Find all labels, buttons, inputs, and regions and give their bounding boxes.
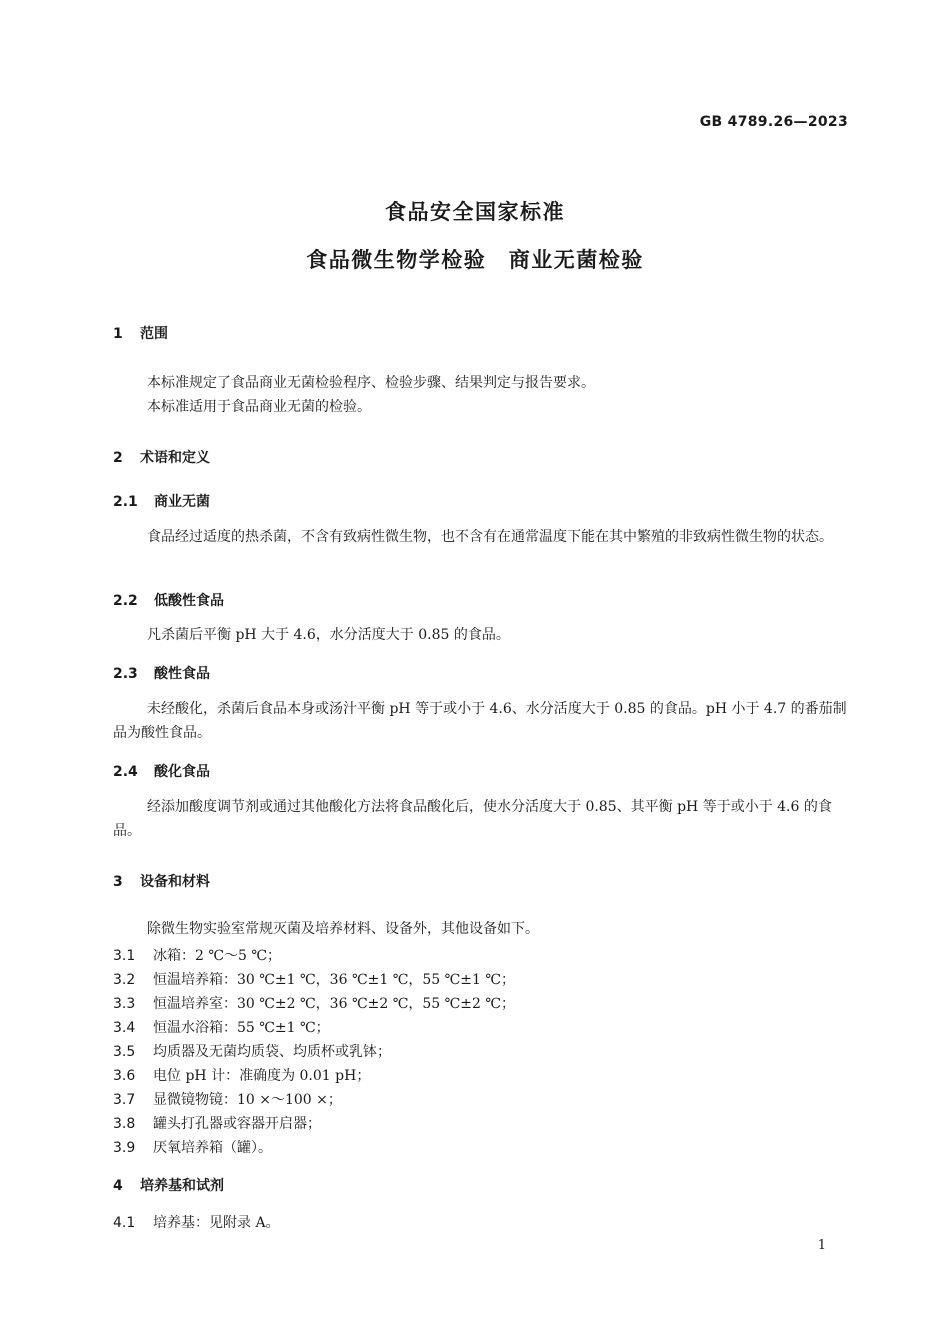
section-number: 3 [113, 874, 123, 890]
list-item: 3.9 厌氧培养箱（罐）。 [113, 1140, 272, 1156]
section-number: 2.2 [113, 593, 138, 609]
section-number: 4 [113, 1178, 123, 1194]
list-item: 3.1 冰箱：2 ℃～5 ℃； [113, 948, 282, 964]
section-heading-2 [113, 447, 210, 467]
section-title: 酸化食品 [154, 764, 210, 780]
subsection-heading-2-1 [113, 491, 210, 511]
list-item: 3.7 显微镜物镜：10 ×～100 ×； [113, 1092, 342, 1108]
section-number: 2.1 [113, 494, 138, 510]
section-number: 1 [113, 326, 123, 342]
section-number: 2.4 [113, 764, 138, 780]
subsection-heading-2-2 [113, 590, 224, 610]
list-item: 4.1 培养基：见附录 A。 [113, 1215, 280, 1231]
standard-number: GB 4789.26—2023 [699, 114, 848, 130]
section-heading-3 [113, 871, 210, 891]
paragraph: 本标准规定了食品商业无菌检验程序、检验步骤、结果判定与报告要求。 [147, 375, 595, 391]
paragraph: 除微生物实验室常规灭菌及培养材料、设备外，其他设备如下。 [147, 921, 539, 937]
document-title: 食品安全国家标准 [385, 200, 565, 224]
list-item: 3.3 恒温培养室：30 ℃±2 ℃，36 ℃±2 ℃，55 ℃±2 ℃； [113, 996, 516, 1012]
section-title: 培养基和试剂 [140, 1178, 224, 1194]
section-title: 商业无菌 [154, 494, 210, 510]
page-number: 1 [817, 1238, 826, 1253]
section-title: 术语和定义 [140, 450, 210, 466]
paragraph: 未经酸化，杀菌后食品本身或汤汁平衡 pH 等于或小于 4.6、水分活度大于 0.85 的食品。pH 小于 4.7 的番茄制品为酸性食品。 [113, 701, 847, 741]
list-item: 3.2 恒温培养箱：30 ℃±1 ℃，36 ℃±1 ℃，55 ℃±1 ℃； [113, 972, 516, 988]
section-title: 低酸性食品 [154, 593, 224, 609]
paragraph: 经添加酸度调节剂或通过其他酸化方法将食品酸化后，使水分活度大于 0.85、其平衡 pH 等于或小于 4.6 的食品。 [113, 799, 832, 839]
section-heading-1 [113, 323, 168, 343]
list-item: 3.4 恒温水浴箱：55 ℃±1 ℃； [113, 1020, 330, 1036]
list-item: 3.5 均质器及无菌均质袋、均质杯或乳钵； [113, 1044, 391, 1060]
list-item: 3.6 电位 pH 计：准确度为 0.01 pH； [113, 1068, 371, 1084]
section-number: 2 [113, 450, 123, 466]
paragraph: 凡杀菌后平衡 pH 大于 4.6，水分活度大于 0.85 的食品。 [147, 627, 510, 643]
section-heading-4 [113, 1175, 224, 1195]
section-title: 酸性食品 [154, 666, 210, 682]
paragraph: 食品经过适度的热杀菌，不含有致病性微生物，也不含有在通常温度下能在其中繁殖的非致病性微生物的状态。 [147, 529, 833, 545]
paragraph: 本标准适用于食品商业无菌的检验。 [147, 399, 371, 415]
subsection-heading-2-3 [113, 663, 210, 683]
section-title: 设备和材料 [140, 874, 210, 890]
section-title: 范围 [140, 326, 168, 342]
section-number: 2.3 [113, 666, 138, 682]
list-item: 3.8 罐头打孔器或容器开启器； [113, 1116, 321, 1132]
document-subtitle: 食品微生物学检验 商业无菌检验 [306, 248, 644, 272]
subsection-heading-2-4 [113, 761, 210, 781]
